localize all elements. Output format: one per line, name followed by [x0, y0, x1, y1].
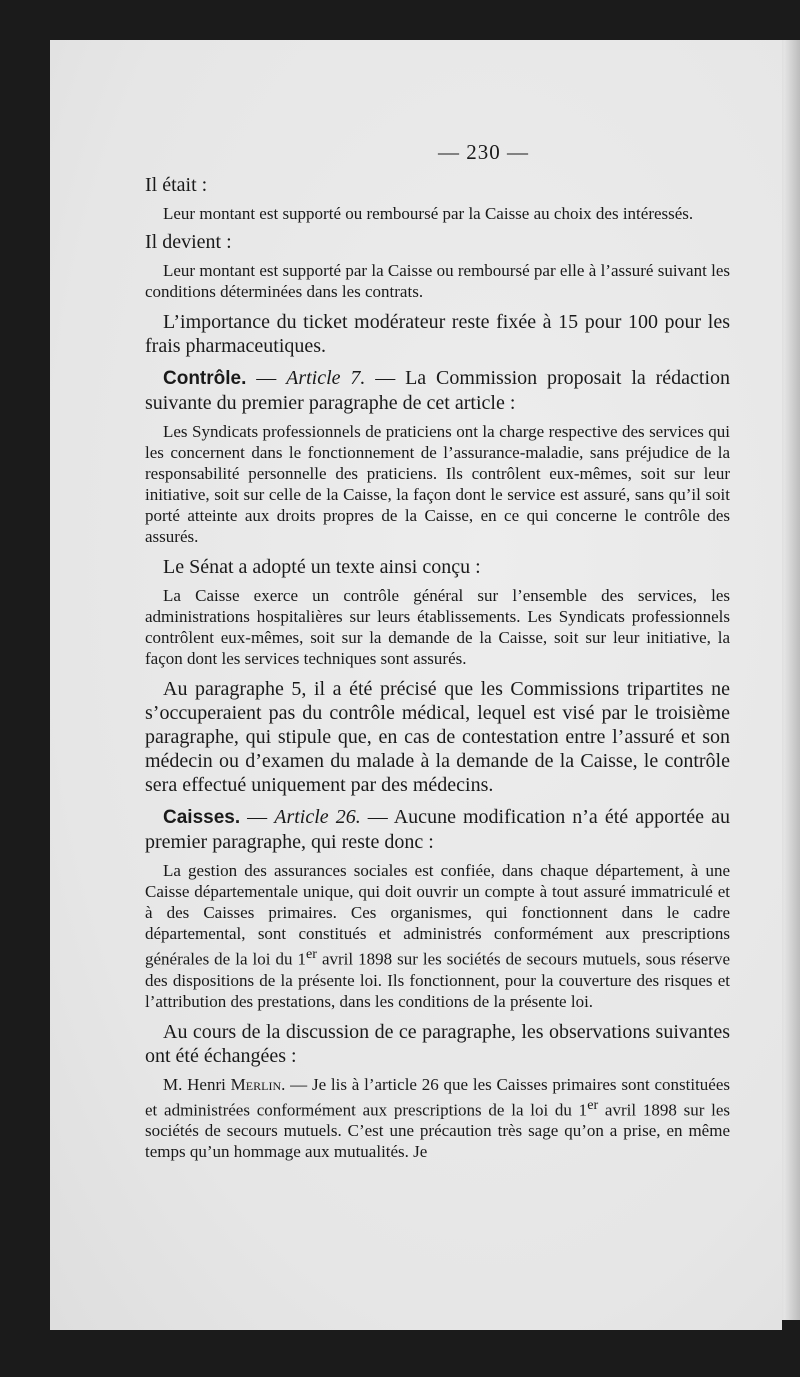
article-26-reference: Article 26. — [274, 806, 361, 828]
paragraph-ticket-moderateur: L’importance du ticket modérateur reste fixée à 15 pour 100 pour les frais pharmaceutiques. — [145, 311, 730, 357]
quote-senat-text: La Caisse exerce un contrôle général sur l’ensemble des services, les administrations hospitalières sur leurs établissements. Les Syndicats professionnels contrôlent eux-mêmes, soit sur la demande de la Caisse, soit sur leur initiative, la façon dont les services techniques sont assurés. — [145, 586, 730, 668]
paragraph-senat-adopte: Le Sénat a adopté un texte ainsi conçu : — [163, 556, 481, 578]
document-page — [50, 40, 782, 1330]
section-label-caisses: Caisses. — [163, 807, 241, 828]
section-controle: Contrôle. — Article 7. — La Commission proposait la rédaction suivante du premier paragraphe de cet article : — [145, 367, 731, 414]
speaker-name: Merlin — [230, 1074, 282, 1094]
paragraph-il-etait: Il était : — [145, 174, 208, 196]
quote-ancien-texte: Leur montant est supporté ou remboursé par la Caisse au choix des intéressés. — [163, 204, 694, 223]
paragraph-commissions-tripartites: Au paragraphe 5, il a été précisé que les Commissions tripartites ne s’occuperaient pas du contrôle médical, lequel est visé par le troisième paragraphe, qui stipule que, en cas de contestation entre l’assuré et son médecin ou d’examen du malade à la demande de la Caisse, le contrôle sera effectué uniquement par des médecins. — [145, 678, 730, 796]
section-label-controle: Contrôle. — [163, 368, 247, 389]
paragraph-discussion: Au cours de la discussion de ce paragraphe, les observations suivantes ont été échangées : — [145, 1020, 730, 1067]
page-number: — 230 — — [438, 140, 529, 164]
quote-commission-proposal: Les Syndicats professionnels de praticiens ont la charge respective des services qui les concernent dans le fonctionnement de l’assurance-maladie, sans préjudice de la responsabilité personnelle des praticiens. Ils contrôlent eux-mêmes, soit sur leur initiative, soit sur celle de la Caisse, la façon dont le service est assuré, sans qu’il soit porté atteinte aux droits propres de la Caisse, en ce qui concerne le contrôle des assurés. — [145, 422, 730, 546]
article-7-reference: Article 7. — [286, 367, 366, 389]
page-text — [145, 173, 730, 1162]
section-caisses: Caisses. — Article 26. — Aucune modification n’a été apportée au premier paragraphe, qui reste donc : — [145, 806, 730, 853]
quote-article-26: La gestion des assurances sociales est confiée, dans chaque département, à une Caisse départementale unique, qui doit ouvrir un compte à tout assuré immatriculé et à des Caisses primaires. Ces organismes, qui fonctionnent dans le cadre départemental, sont constitués et administrés conformément aux prescriptions générales de la loi du 1er avril 1898 sur les sociétés de secours mutuels, sous réserve des dispositions de la présente loi. Ils fonctionnent, pour la couverture des risques et l’attribution des prestations, dans les conditions de la présente loi. — [145, 861, 730, 1011]
paragraph-il-devient: Il devient : — [145, 231, 232, 253]
quote-nouveau-texte: Leur montant est supporté par la Caisse ou remboursé par elle à l’assuré suivant les conditions déterminées dans les contrats. — [145, 261, 730, 301]
speech-henri-merlin: M. Henri Merlin. — Je lis à l’article 26 que les Caisses primaires sont constituées et administrées conformément aux prescriptions de la loi du 1er avril 1898 sur les sociétés de secours mutuels. C’est une précaution très sage qu’on a prise, en même temps qu’un hommage aux mutualités. Je — [145, 1074, 731, 1162]
